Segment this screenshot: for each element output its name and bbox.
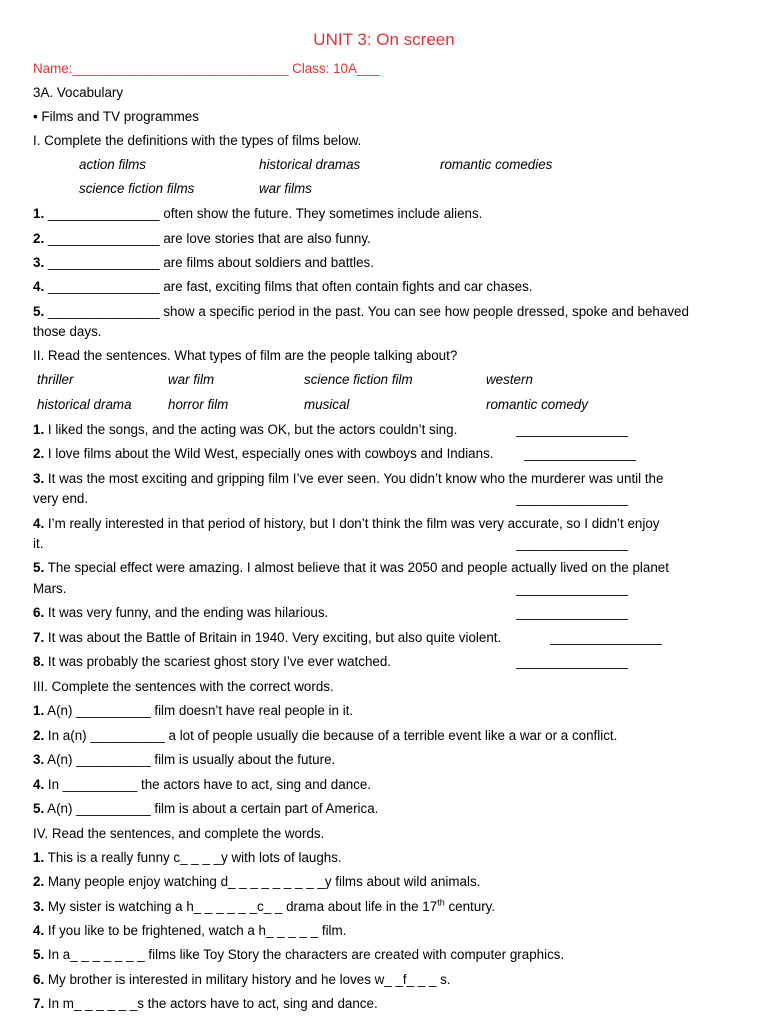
exercise-item: 5. A(n) __________ film is about a certain part of America. — [33, 801, 379, 816]
exercise-item: 4. In __________ the actors have to act, sing and dance. — [33, 777, 372, 792]
section-heading: 3A. Vocabulary — [33, 85, 124, 100]
exercise-item: 2. I love films about the Wild West, especially ones with cowboys and Indians. _______________ — [33, 446, 636, 461]
part3-heading: III. Complete the sentences with the correct words. — [33, 679, 334, 694]
exercise-item: 1. A(n) __________ film doesn’t have real people in it. — [33, 703, 354, 718]
word-box-item: historical drama — [37, 397, 132, 412]
part1-heading: I. Complete the definitions with the types of films below. — [33, 133, 362, 148]
exercise-item: 1. This is a really funny c_ _ _ _y with lots of laughs. — [33, 850, 342, 865]
exercise-item: 4. If you like to be frightened, watch a h_ _ _ _ _ film. — [33, 923, 347, 938]
exercise-item: 5. _______________ show a specific period in the past. You can see how people dressed, spoke and behaved — [33, 304, 689, 319]
exercise-item: 1. _______________ often show the future. They sometimes include aliens. — [33, 206, 483, 221]
exercise-item: 6. It was very funny, and the ending was hilarious. _______________ — [33, 605, 628, 620]
exercise-item: 3. _______________ are films about soldiers and battles. — [33, 255, 374, 270]
exercise-item: 4. _______________ are fast, exciting films that often contain fights and car chases. — [33, 279, 533, 294]
exercise-item: 5. In a_ _ _ _ _ _ _ films like Toy Story the characters are created with computer graphics. — [33, 947, 565, 962]
exercise-item: 3. It was the most exciting and gripping film I’ve ever seen. You didn’t know who the murderer was until the — [33, 471, 664, 486]
word-box-item: war film — [168, 372, 215, 387]
name-class-line — [33, 60, 738, 77]
word-box-item: historical dramas — [259, 157, 361, 172]
exercise-item-cont: Mars. _______________ — [33, 581, 628, 596]
exercise-item: 8. It was probably the scariest ghost story I’ve ever watched. _______________ — [33, 654, 628, 669]
name-label: Name:_____________________________ — [33, 61, 289, 76]
exercise-item: 5. The special effect were amazing. I almost believe that it was 2050 and people actually lived on the planet — [33, 560, 669, 575]
part4-heading: IV. Read the sentences, and complete the words. — [33, 826, 325, 841]
word-box-item: romantic comedy — [486, 397, 588, 412]
exercise-item: 1. I liked the songs, and the acting was OK, but the actors couldn’t sing. _______________ — [33, 422, 628, 437]
subsection-heading: • Films and TV programmes — [33, 109, 199, 124]
exercise-item: 2. In a(n) __________ a lot of people usually die because of a terrible event like a war or a conflict. — [33, 728, 618, 743]
word-box-item: science fiction film — [304, 372, 413, 387]
exercise-item-cont: those days. — [33, 324, 102, 339]
exercise-item: 2. Many people enjoy watching d_ _ _ _ _ _ _ _ _y films about wild animals. — [33, 874, 481, 889]
exercise-item: 3. My sister is watching a h_ _ _ _ _ _c_ _ drama about life in the 17th century. — [33, 897, 496, 914]
exercise-item: 7. It was about the Battle of Britain in 1940. Very exciting, but also quite violent. _______________ — [33, 630, 662, 645]
exercise-item: 6. My brother is interested in military history and he loves w_ _f_ _ _ s. — [33, 972, 451, 987]
word-box-item: musical — [304, 397, 350, 412]
exercise-item: 2. _______________ are love stories that are also funny. — [33, 231, 371, 246]
word-box-item: science fiction films — [79, 181, 195, 196]
word-box-item: action films — [79, 157, 146, 172]
class-label: Class: 10A___ — [292, 61, 380, 76]
word-box-item: romantic comedies — [440, 157, 553, 172]
exercise-item-cont: it. _______________ — [33, 536, 628, 551]
word-box-item: horror film — [168, 397, 229, 412]
part2-heading: II. Read the sentences. What types of film are the people talking about? — [33, 348, 458, 363]
word-box-item: war films — [259, 181, 312, 196]
word-box-item: western — [486, 372, 533, 387]
word-box-item: thriller — [37, 372, 74, 387]
exercise-item-cont: very end. _______________ — [33, 491, 628, 506]
exercise-item: 4. I’m really interested in that period of history, but I don’t think the film was very accurate, so I didn’t enjoy — [33, 516, 660, 531]
exercise-item: 3. A(n) __________ film is usually about the future. — [33, 752, 336, 767]
exercise-item: 7. In m_ _ _ _ _ _s the actors have to act, sing and dance. — [33, 996, 378, 1011]
page-title: UNIT 3: On screen — [313, 30, 455, 49]
